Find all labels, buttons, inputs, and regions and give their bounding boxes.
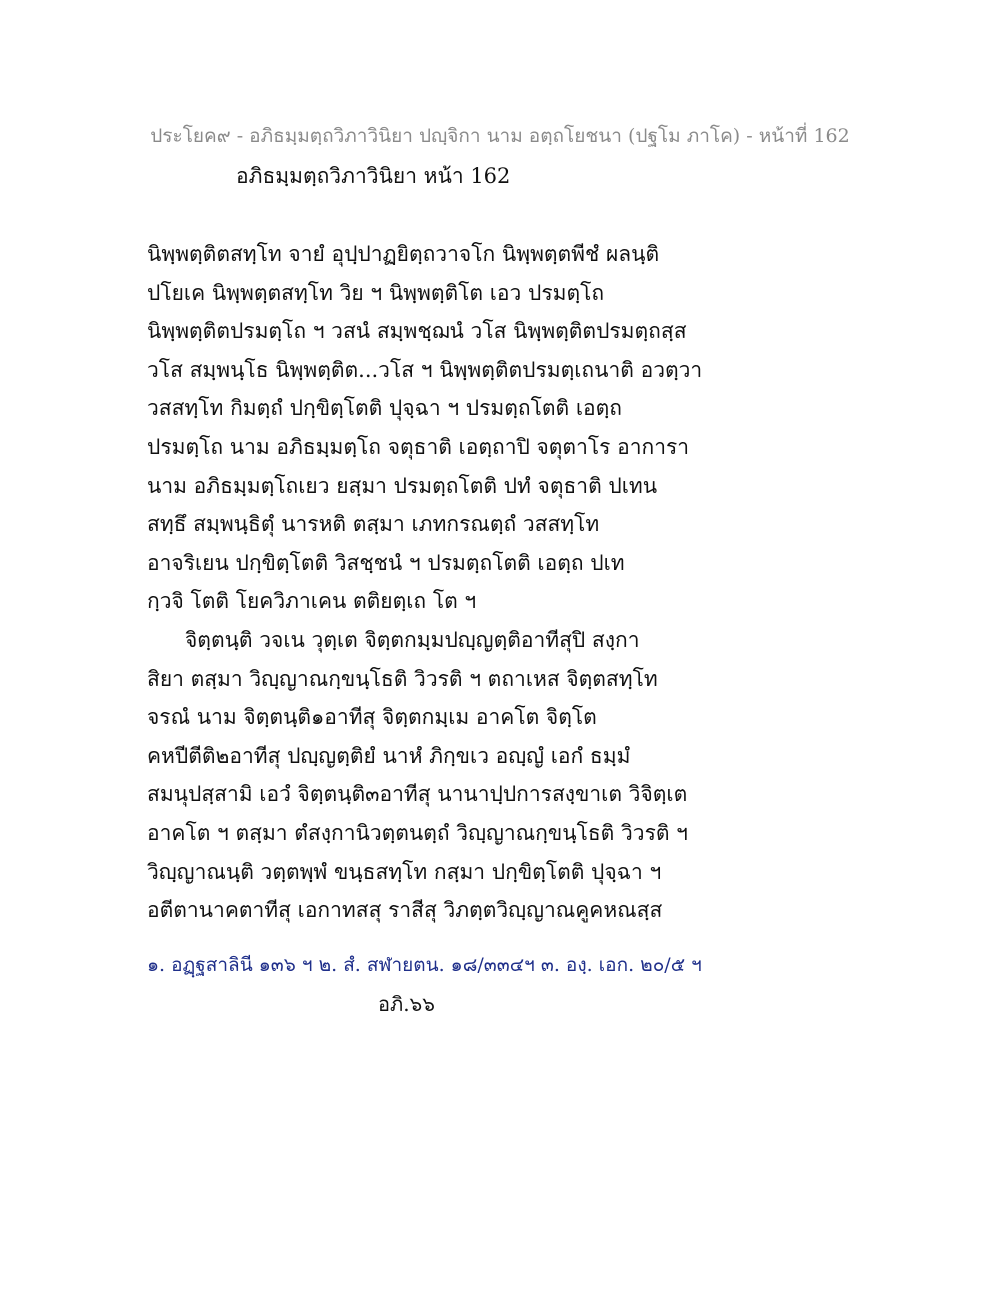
text-line: นิพฺพตฺติตสทฺโท จายํ อุปฺปาฏยิตฺถวาจโก นิพฺพตฺตพีชํ ผลนฺติ — [147, 242, 660, 266]
paragraph-start-line: จิตฺตนฺติ วจเน วุตฺเต จิตฺตกมฺมปญฺญตฺติอาทีสุปิ สงฺกา — [185, 627, 640, 652]
text-line: นิพฺพตฺติตปรมตฺโถ ฯ วสนํ สมฺพชฺฌนํ วโส นิพฺพตฺติตปรมตฺถสฺส — [147, 319, 687, 344]
text-line: ปรมตฺโถ นาม อภิธมฺมตฺโถ จตุธาติ เอตฺถาปิ จตุตาโร อาการา — [147, 434, 690, 459]
text-line: สทฺธึ สมฺพนฺธิตุํ นารหติ ตสฺมา เภทกรณตฺถํ วสสทฺโท — [147, 512, 600, 537]
text-line: ปโยเค นิพฺพตฺตสทฺโท วิย ฯ นิพฺพตฺติโต เอว ปรมตฺโถ — [147, 280, 605, 305]
page-number: อภิ.๖๖ — [378, 992, 435, 1016]
text-line: กฺวจิ โตติ โยควิภาเคน ตติยตฺเถ โต ฯ — [147, 589, 477, 614]
page-subtitle: อภิธมฺมตฺถวิภาวินิยา หน้า 162 — [236, 164, 511, 188]
text-line: จรณํ นาม จิตฺตนฺติ๑อาทีสุ จิตฺตกมฺเม อาคโต จิตฺโต — [147, 705, 597, 730]
text-line: อตีตานาคตาทีสุ เอกาทสสุ ราสีสุ วิภตฺตวิญฺญาณคูคหณสฺส — [147, 898, 663, 923]
body-text — [147, 235, 867, 930]
text-line: วโส สมฺพนฺโธ นิพฺพตฺติต...วโส ฯ นิพฺพตฺติตปรมตฺเถนาติ อวตฺวา — [147, 357, 703, 382]
text-line: คหปีตีติ๒อาทีสุ ปญฺญตฺติยํ นาหํ ภิกฺขเว อญฺญํ เอกํ ธมฺมํ — [147, 743, 631, 768]
text-line: วสสทฺโท กิมตฺถํ ปกฺขิตฺโตติ ปุจฺฉา ฯ ปรมตฺถโตติ เอตฺถ — [147, 396, 622, 421]
text-line: สมนุปสฺสามิ เอวํ จิตฺตนฺติ๓อาทีสุ นานาปฺปการสงฺขาเต วิจิตฺเต — [147, 782, 688, 807]
running-header: ประโยค๙ - อภิธมฺมตฺถวิภาวินิยา ปญฺจิกา นาม อตฺถโยชนา (ปฐโม ภาโค) - หน้าที่ 162 — [150, 125, 850, 147]
text-line: อาคโต ฯ ตสฺมา ตํสงฺกานิวตฺตนตฺถํ วิญฺญาณกฺขนฺโธติ วิวรติ ฯ — [147, 820, 688, 845]
text-line: วิญฺญาณนฺติ วตฺตพฺพํ ขนฺธสทฺโท กสฺมา ปกฺขิตฺโตติ ปุจฺฉา ฯ — [147, 859, 662, 884]
text-line: นาม อภิธมฺมตฺโถเยว ยสฺมา ปรมตฺถโตติ ปทํ จตุธาติ ปเทน — [147, 473, 658, 498]
text-line: สิยา ตสฺมา วิญฺญาณกฺขนฺโธติ วิวรติ ฯ ตถาเหส จิตฺตสทฺโท — [147, 666, 658, 691]
text-line: อาจริเยน ปกฺขิตฺโตติ วิสชฺชนํ ฯ ปรมตฺถโตติ เอตฺถ ปเท — [147, 550, 625, 575]
footnote: ๑. อฏฺฐสาลินี ๑๓๖ ฯ ๒. สํ. สฬายตน. ๑๘/๓๓๔ฯ ๓. องฺ. เอก. ๒๐/๕ ฯ — [147, 954, 702, 976]
